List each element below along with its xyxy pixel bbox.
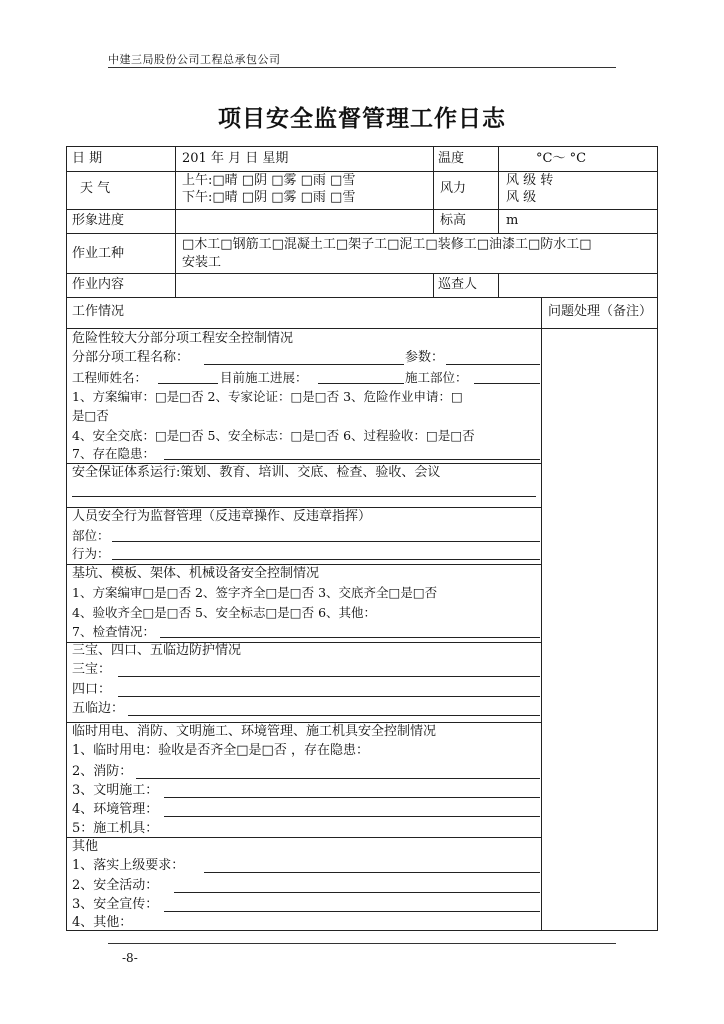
col-divider	[541, 297, 542, 930]
sec1-checks-1b[interactable]: 是□否	[72, 408, 109, 423]
col-divider	[175, 147, 176, 171]
sec7-superior-label: 1、落实上级要求：	[72, 858, 185, 873]
sec7-other-label: 4、其他：	[72, 915, 133, 930]
issue-handling-header: 问题处理（备注）	[548, 304, 653, 319]
sec5-three-treasures-label: 三宝：	[72, 662, 112, 677]
sec1-title: 危险性较大分部分项工程安全控制情况	[72, 331, 294, 346]
weather-am[interactable]: 上午:□晴 □阴 □雾 □雨 □雪	[182, 173, 356, 188]
sec1-engineer-label: 工程师姓名：	[72, 370, 148, 385]
sec1-project-name-label: 分部分项工程名称：	[72, 350, 190, 365]
section-divider	[67, 837, 541, 838]
row-divider	[67, 209, 657, 210]
col-divider	[498, 147, 499, 233]
col-divider	[433, 273, 434, 297]
sec1-checks-1[interactable]: 1、方案编审：□是□否 2、专家论证：□是□否 3、危险作业申请：□	[72, 389, 463, 404]
sec7-publicity-label: 3、安全宣传：	[72, 897, 159, 912]
sec3-behavior-label: 行为：	[72, 546, 110, 561]
date-label: 日 期	[72, 151, 103, 166]
sec2-title: 安全保证体系运行:策划、教育、培训、交底、检查、验收、会议	[72, 465, 441, 480]
progress-line[interactable]	[318, 383, 404, 384]
position-line[interactable]	[112, 541, 540, 542]
row-divider	[67, 273, 657, 274]
sec1-location-label: 施工部位：	[405, 370, 468, 385]
sec4-checks-1[interactable]: 1、方案编审□是□否 2、签字齐全□是□否 3、交底齐全□是□否	[72, 585, 438, 600]
location-line[interactable]	[474, 383, 540, 384]
page-title: 项目安全监督管理工作日志	[218, 105, 506, 132]
footer-rule	[108, 943, 616, 944]
fire-line[interactable]	[136, 778, 540, 779]
inspection-line[interactable]	[160, 637, 540, 638]
elevation-label: 标高	[440, 213, 467, 228]
sec3-position-label: 部位：	[72, 528, 110, 543]
sec7-title: 其他	[72, 839, 99, 854]
sec6-fire-label: 2、消防：	[72, 764, 133, 779]
sec1-checks-2[interactable]: 4、安全交底：□是□否 5、安全标志：□是□否 6、过程验收：□是□否	[72, 428, 475, 443]
sec6-environment-label: 4、环境管理：	[72, 802, 159, 817]
elevation-unit: m	[506, 213, 519, 228]
trades-line-1[interactable]: □木工□钢筋工□混凝土工□架子工□泥工□装修工□油漆工□防水工□	[182, 237, 592, 252]
sec4-checks-2[interactable]: 4、验收齐全□是□否 5、安全标志□是□否 6、其他：	[72, 605, 377, 620]
three-treasures-line[interactable]	[118, 676, 540, 677]
sec6-title: 临时用电、消防、文明施工、环境管理、施工机具安全控制情况	[72, 724, 437, 739]
sec5-title: 三宝、四口、五临边防护情况	[72, 643, 242, 658]
row-divider	[67, 328, 657, 329]
page-number: -8-	[122, 951, 138, 965]
five-edges-line[interactable]	[128, 715, 540, 716]
sec2-line[interactable]	[72, 496, 536, 497]
civilized-line[interactable]	[164, 797, 540, 798]
publicity-line[interactable]	[164, 911, 540, 912]
row-divider	[67, 233, 657, 234]
sec6-machinery-label: 5：施工机具：	[72, 821, 159, 836]
sec5-five-edges-label: 五临边：	[72, 701, 125, 716]
sec6-power-label[interactable]: 1、临时用电：验收是否齐全□是□否 ，存在隐患：	[72, 743, 369, 758]
behavior-line[interactable]	[112, 559, 540, 560]
engineer-line[interactable]	[158, 383, 218, 384]
sec3-title: 人员安全行为监督管理（反违章操作、反违章指挥）	[72, 509, 372, 524]
environment-line[interactable]	[164, 816, 540, 817]
header-rule	[108, 67, 616, 68]
hazard-line[interactable]	[164, 459, 540, 460]
section-divider	[67, 564, 541, 565]
four-openings-line[interactable]	[118, 696, 540, 697]
progress-label: 形象进度	[72, 213, 125, 228]
row-divider	[67, 297, 657, 298]
col-divider	[433, 147, 434, 233]
weather-label: 天 气	[80, 181, 111, 196]
sec6-civilized-label: 3、文明施工：	[72, 783, 159, 798]
project-name-line[interactable]	[204, 364, 404, 365]
activity-line[interactable]	[174, 892, 540, 893]
company-header: 中建三局股份公司工程总承包公司	[108, 53, 281, 66]
section-divider	[67, 507, 541, 508]
sec4-title: 基坑、模板、架体、机械设备安全控制情况	[72, 566, 320, 581]
inspector-label: 巡查人	[438, 277, 478, 292]
sec1-progress-label: 目前施工进展：	[220, 370, 308, 385]
date-value[interactable]: 201 年 月 日 星期	[182, 151, 289, 166]
content-label: 作业内容	[72, 277, 125, 292]
wind-level-2[interactable]: 风 级	[506, 190, 537, 205]
wind-label: 风力	[440, 181, 467, 196]
col-divider	[498, 273, 499, 297]
param-line[interactable]	[446, 364, 540, 365]
section-divider	[67, 463, 541, 464]
trades-label: 作业工种	[72, 246, 125, 261]
temperature-label: 温度	[438, 151, 465, 166]
trades-line-2[interactable]: 安装工	[182, 255, 222, 270]
sec1-hazard-label: 7、存在隐患：	[72, 446, 155, 461]
wind-level-1[interactable]: 风 级 转	[506, 173, 554, 188]
superior-line[interactable]	[204, 872, 540, 873]
work-status-header: 工作情况	[72, 304, 125, 319]
row-divider	[67, 171, 657, 172]
sec4-inspection-label: 7、检查情况：	[72, 624, 155, 639]
col-divider	[175, 171, 176, 297]
temperature-value[interactable]: °C～ °C	[536, 151, 587, 166]
sec5-four-openings-label: 四口：	[72, 682, 112, 697]
sec1-param-label: 参数：	[405, 350, 445, 365]
weather-pm[interactable]: 下午:□晴 □阴 □雾 □雨 □雪	[182, 190, 356, 205]
section-divider	[67, 722, 541, 723]
sec7-activity-label: 2、安全活动：	[72, 878, 159, 893]
